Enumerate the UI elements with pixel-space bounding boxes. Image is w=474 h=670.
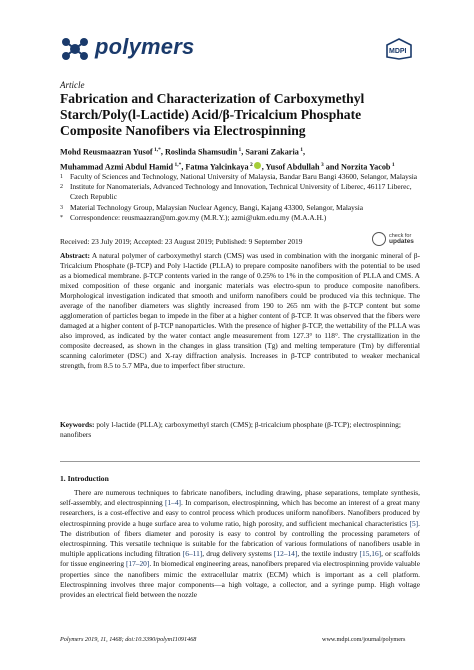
citation-link[interactable]: [1–4]	[165, 498, 182, 508]
affiliation-item	[60, 213, 430, 223]
author-list: Mohd Reusmaazran Yusof $^{1,*}$, Roslinda Shamsudin $^1$, Sarani Zakaria $^1$, Muhammad Azmi Abdul Hamid $^{1,*}$, Fatma Yalcinkaya $^2$ , Yusof Abdullah $^3$ and Norzita Yacob $^1$	[60, 147, 395, 172]
affiliation-item	[60, 182, 430, 202]
body-text: , the textile industry	[297, 549, 360, 559]
body-text: . In biomedical engineering areas, nanofibers prepared via electrospinning provide valuable properties since the nanofibers mimic the extracellular matrix (ECM) which is important as a cell platform. Electrospinning involves three major components—a high voltage, a collector, and a syringe pump. High voltage provides an electrical field between the nozzle	[60, 559, 420, 600]
author-name: Mohd Reusmaazran Yusof	[60, 147, 153, 157]
author-name: Roslinda Shamsudin	[165, 147, 238, 157]
affiliation-item	[60, 203, 430, 213]
body-text: , drug delivery systems	[202, 549, 274, 559]
journal-name: polymers	[95, 34, 195, 59]
keywords-text: poly l-lactide (PLLA); carboxymethyl starch (CMS); β-tricalcium phosphate (β-TCP); electrospinning; nanofibers	[60, 420, 401, 439]
author-name: Yusof Abdullah	[265, 162, 320, 172]
author-affiliation-marker: 1	[237, 147, 242, 153]
abstract	[60, 251, 420, 371]
keywords	[60, 420, 420, 440]
check-for-updates-icon[interactable]	[372, 232, 386, 246]
affiliation-number: 2	[60, 184, 63, 191]
article-title: Fabrication and Characterization of Carboxymethyl Starch/Poly(l-Lactide) Acid/β-Tricalcium Phosphate Composite Nanofibers via Electrospinning	[60, 91, 365, 139]
author-name: Muhammad Azmi Abdul Hamid	[60, 162, 174, 172]
affiliation-number: 1	[60, 174, 63, 180]
citation-link[interactable]: [12–14]	[273, 549, 298, 559]
affiliation-number: 3	[60, 204, 63, 211]
author-affiliation-marker: 1,*	[152, 147, 161, 153]
author-affiliation-marker: 1	[298, 147, 303, 153]
author-affiliation-marker: 1	[390, 161, 395, 168]
orcid-icon[interactable]	[254, 162, 261, 169]
section-heading: 1. Introduction	[60, 474, 109, 483]
check-for-updates-line2: updates	[389, 238, 414, 245]
abstract-text: A natural polymer of carboxymethyl starch (CMS) was used in combination with the inorganic mineral of β-Tricalcium Phosphate (β-TCP) and Poly l-lactide (PLLA) to prepare composite nanofibers with the potential to be used as a biomedical membrane. β-TCP contents varied in the range of 0.25% to 1% in the composition of PLLA and CMS. A mixed composition of these organic and inorganic materials was electro-spun to produce composite nanofibers. Morphological investigation indicated that smooth and uniform nanofibers could be produced via this technique. The average of the nanofiber diameters was slightly increased from 190 to 265 nm with the β-TCP content but some agglomeration of particles began to impede in the fiber at a higher content of β-TCP. It was observed that the fibers were damaged at a higher content of β-TCP nanoparticles. With the presence of higher β-TCP, the wettability of the PLLA was also improved, as indicated by the water contact angle measurement from 127.3° to 118°. The crystallization in the composite decreased, as shown in the changes in glass transition (Tg) and melting temperature (Tm) by differential scanning calorimeter (DSC) and X-ray diffraction analysis. Increases in β-TCP contributed to weaker mechanical strength, from 8.5 to 5.7 MPa, due to imperfect fiber structure.	[60, 251, 420, 370]
body-text: There are numerous techniques to fabricate nanofibers, including drawing, phase separations, template synthesis, self-assembly, and electrospinning	[60, 488, 420, 508]
check-for-updates-line1: check for	[389, 233, 412, 239]
affiliation-text: Institute for Nanomaterials, Advanced Technology and Innovation, Technical University of Liberec, 46117 Liberec, Czech Republic	[70, 182, 412, 202]
body-text: , or scaffolds for tissue engineering	[60, 549, 421, 569]
author-name: Norzita Yacob	[341, 162, 391, 172]
author-affiliation-marker: 1,*	[173, 161, 182, 168]
body-text: . The distribution of fibers diameter and porosity is easy to control by controlling the processing parameters of electrospinning. This versatile technique is suitable for the fabrication of various formulations of nanofibers usable in multiple applications including filtration	[60, 518, 420, 559]
publication-dates: Received: 23 July 2019; Accepted: 23 August 2019; Published: 9 September 2019	[60, 237, 303, 246]
affiliation-text: Material Technology Group, Malaysian Nuclear Agency, Bangi, Kajang 43300, Selangor, Malaysia	[70, 202, 364, 212]
citation-link[interactable]: [15,16]	[359, 549, 382, 559]
author-name: Sarani Zakaria	[245, 147, 299, 157]
journal-logo-icon	[60, 36, 90, 62]
affiliation-item	[60, 172, 430, 182]
affiliation-number: *	[60, 214, 63, 221]
author-affiliation-marker: 2	[248, 161, 253, 168]
affiliation-text: Faculty of Sciences and Technology, National University of Malaysia, Bandar Baru Bangi 43600, Selangor, Malaysia	[70, 172, 418, 181]
footer-citation: Polymers 2019, 11, 1468; doi:10.3390/polym11091468	[60, 636, 197, 643]
publisher-name: MDPI	[389, 48, 407, 55]
article-type: Article	[60, 80, 85, 90]
affiliation-list	[60, 172, 430, 223]
affiliation-text: Correspondence: reusmaazran@nm.gov.my (M.R.Y.); azmi@ukm.edu.my (M.A.A.H.)	[70, 212, 327, 222]
citation-link[interactable]: [6–11]	[182, 549, 203, 559]
section-divider	[60, 461, 420, 462]
author-affiliation-marker: 3	[319, 161, 324, 168]
citation-link[interactable]: [5]	[409, 518, 419, 528]
abstract-label: Abstract:	[60, 251, 90, 260]
keywords-label: Keywords:	[60, 420, 95, 429]
citation-link[interactable]: [17–20]	[125, 559, 150, 569]
body-text: . In comparison, electrospinning, which has become an interest of a great many researchers, is a cost-effective and easy to control process which produces uniform nanofibers. Nanofibers produced by electrospinning provide a huge surface area to volume ratio, high porosity, and sufficient mechanical characteristics	[60, 498, 420, 528]
footer-url[interactable]: www.mdpi.com/journal/polymers	[322, 636, 406, 643]
check-for-updates-button[interactable]	[389, 233, 414, 245]
author-name: Fatma Yalcinkaya	[185, 162, 249, 172]
introduction-paragraph	[60, 488, 420, 600]
